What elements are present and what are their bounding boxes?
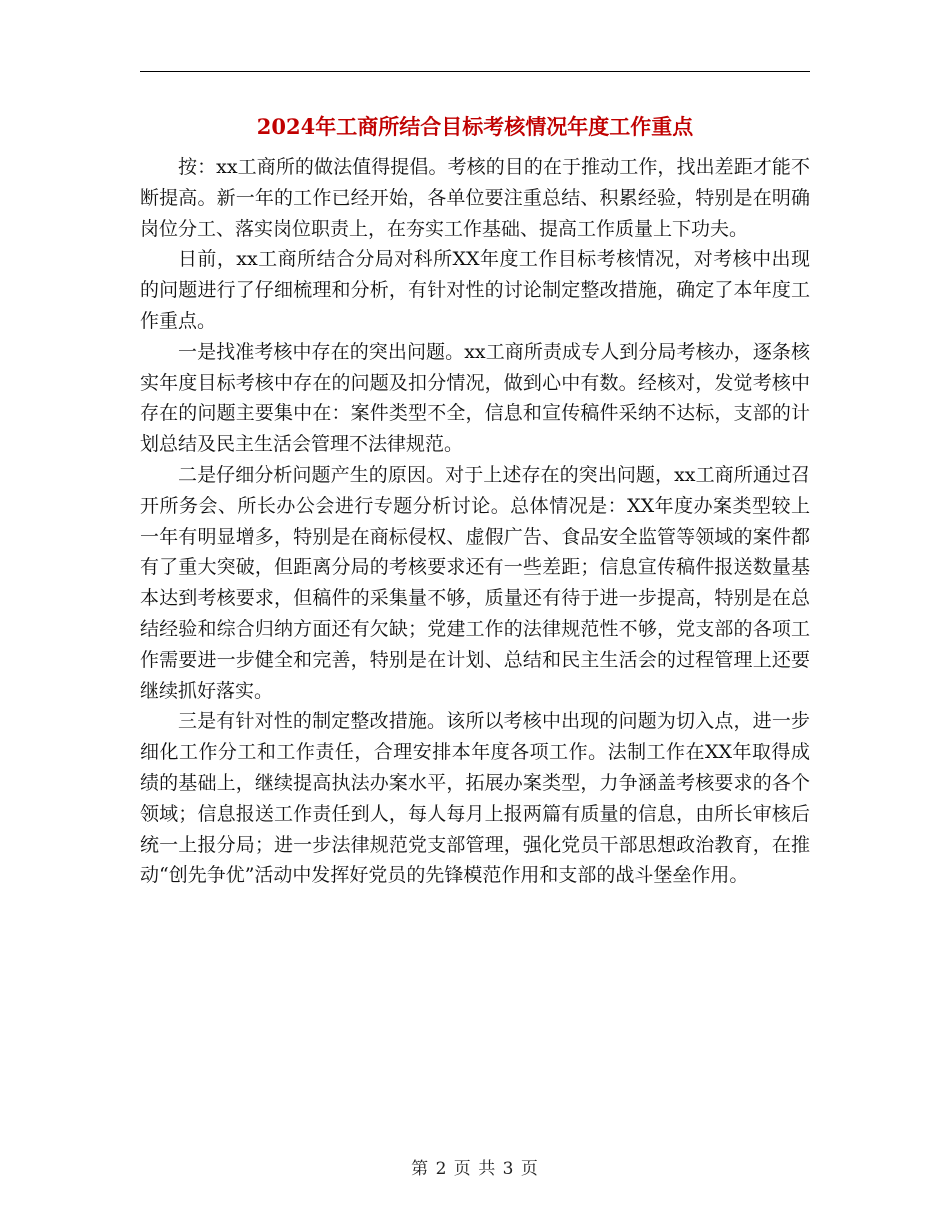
paragraph-intro: 日前，xx工商所结合分局对科所XX年度工作目标考核情况，对考核中出现的问题进行了仔细梳理和分析，有针对性的讨论制定整改措施，确定了本年度工作重点。 [140, 248, 810, 332]
page-number-footer: 第 2 页 共 3 页 [411, 1159, 539, 1179]
paragraph-point-one: 一是找准考核中存在的突出问题。xx工商所责成专人到分局考核办，逐条核实年度目标考核中存在的问题及扣分情况，做到心中有数。经核对，发觉考核中存在的问题主要集中在：案件类型不全，信息和宣传稿件采纳不达标，支部的计划总结及民主生活会管理不法律规范。 [140, 340, 810, 456]
document-body [140, 152, 810, 891]
header-rule [140, 71, 810, 72]
paragraph-point-three: 三是有针对性的制定整改措施。该所以考核中出现的问题为切入点，进一步细化工作分工和工作责任，合理安排本年度各项工作。法制工作在XX年取得成绩的基础上，继续提高执法办案水平，拓展办案类型，力争涵盖考核要求的各个领域；信息报送工作责任到人，每人每月上报两篇有质量的信息，由所长审核后统一上报分局；进一步法律规范党支部管理，强化党员干部思想政治教育，在推动“创先争优”活动中发挥好党员的先锋模范作用和支部的战斗堡垒作用。 [140, 710, 810, 887]
document-title: 2024年工商所结合目标考核情况年度工作重点 [256, 114, 694, 139]
paragraph-point-two: 二是仔细分析问题产生的原因。对于上述存在的突出问题，xx工商所通过召开所务会、所长办公会进行专题分析讨论。总体情况是：XX年度办案类型较上一年有明显增多，特别是在商标侵权、虚假广告、食品安全监管等领域的案件都有了重大突破，但距离分局的考核要求还有一些差距；信息宣传稿件报送数量基本达到考核要求，但稿件的采集量不够，质量还有待于进一步提高，特别是在总结经验和综合归纳方面还有欠缺；党建工作的法律规范性不够，党支部的各项工作需要进一步健全和完善，特别是在计划、总结和民主生活会的过程管理上还要继续抓好落实。 [140, 463, 810, 702]
paragraph-note: 按：xx工商所的做法值得提倡。考核的目的在于推动工作，找出差距才能不断提高。新一年的工作已经开始，各单位要注重总结、积累经验，特别是在明确岗位分工、落实岗位职责上，在夯实工作基础、提高工作质量上下功夫。 [140, 156, 810, 240]
